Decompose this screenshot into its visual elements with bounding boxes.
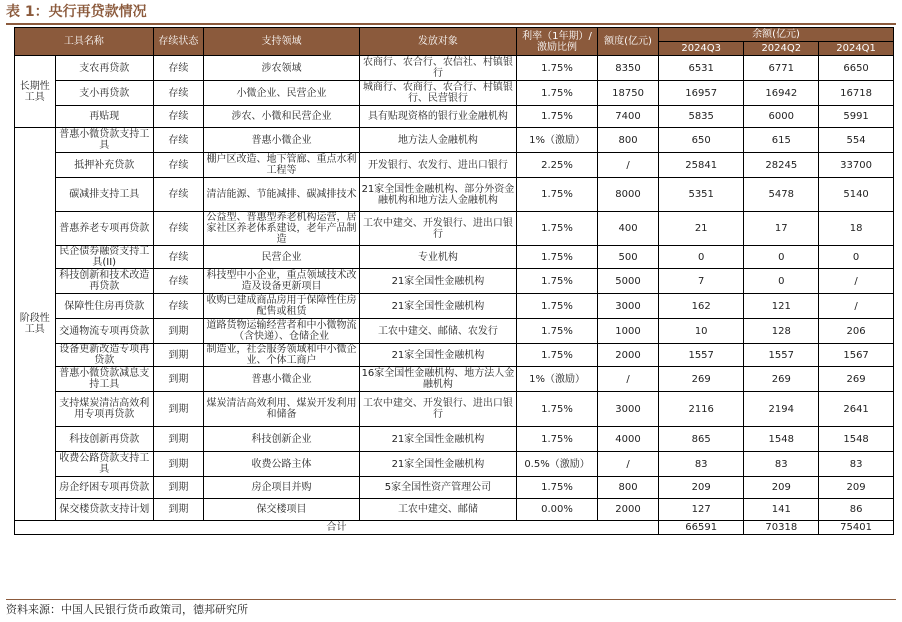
cell-q1: 83 <box>819 452 894 477</box>
cell-name: 支小再贷款 <box>55 81 153 106</box>
cell-field: 民营企业 <box>204 246 360 269</box>
cell-rate: 1.75% <box>516 178 597 212</box>
cell-field: 公益型、普惠型养老机构运营，居家社区养老体系建设，老年产品制造 <box>204 212 360 246</box>
cell-field: 保交楼项目 <box>204 499 360 521</box>
cell-rate: 1.75% <box>516 269 597 294</box>
cell-status: 到期 <box>153 344 203 367</box>
table-row <box>15 367 894 392</box>
cell-q2: 5478 <box>744 178 819 212</box>
cell-quota: 800 <box>598 477 659 499</box>
cell-q1: 554 <box>819 128 894 153</box>
cell-quota: 800 <box>598 128 659 153</box>
cell-name: 支持煤炭清洁高效利用专项再贷款 <box>55 392 153 427</box>
cell-name: 抵押补充贷款 <box>55 153 153 178</box>
cell-q1: / <box>819 294 894 319</box>
table-row <box>15 477 894 499</box>
cell-status: 存续 <box>153 106 203 128</box>
cell-q2: 28245 <box>744 153 819 178</box>
cell-target: 16家全国性金融机构、地方法人金融机构 <box>359 367 516 392</box>
cell-status: 到期 <box>153 452 203 477</box>
group-long-term: 长期性工具 <box>15 56 56 128</box>
cell-target: 21家全国性金融机构 <box>359 427 516 452</box>
header-field: 支持领域 <box>204 28 360 56</box>
cell-quota: / <box>598 367 659 392</box>
cell-rate: 1.75% <box>516 81 597 106</box>
cell-status: 存续 <box>153 178 203 212</box>
relending-table <box>14 27 894 535</box>
cell-q2: 2194 <box>744 392 819 427</box>
cell-q2: 1548 <box>744 427 819 452</box>
cell-quota: 18750 <box>598 81 659 106</box>
cell-name: 设备更新改造专项再贷款 <box>55 344 153 367</box>
cell-quota: 400 <box>598 212 659 246</box>
cell-target: 具有贴现资格的银行业金融机构 <box>359 106 516 128</box>
cell-q2: 6771 <box>744 56 819 81</box>
cell-status: 存续 <box>153 81 203 106</box>
cell-q1: 5991 <box>819 106 894 128</box>
cell-status: 到期 <box>153 499 203 521</box>
cell-q1: 6650 <box>819 56 894 81</box>
cell-quota: 5000 <box>598 269 659 294</box>
table-row <box>15 294 894 319</box>
cell-q3: 7 <box>658 269 743 294</box>
cell-status: 到期 <box>153 427 203 452</box>
cell-q3: 1557 <box>658 344 743 367</box>
cell-field: 涉农领域 <box>204 56 360 81</box>
table-row <box>15 319 894 344</box>
cell-q3: 0 <box>658 246 743 269</box>
cell-status: 存续 <box>153 246 203 269</box>
header-2024q3: 2024Q3 <box>658 42 743 56</box>
cell-q3: 127 <box>658 499 743 521</box>
cell-target: 5家全国性资产管理公司 <box>359 477 516 499</box>
cell-q3: 25841 <box>658 153 743 178</box>
cell-quota: 1000 <box>598 319 659 344</box>
cell-quota: 8350 <box>598 56 659 81</box>
cell-quota: 8000 <box>598 178 659 212</box>
cell-field: 小微企业、民营企业 <box>204 81 360 106</box>
cell-q2: 6000 <box>744 106 819 128</box>
group-phased: 阶段性工具 <box>15 128 56 521</box>
header-tool-name: 工具名称 <box>15 28 154 56</box>
total-row <box>15 521 894 535</box>
cell-q1: 86 <box>819 499 894 521</box>
cell-q2: 83 <box>744 452 819 477</box>
cell-status: 存续 <box>153 212 203 246</box>
cell-field: 普惠小微企业 <box>204 128 360 153</box>
cell-field: 道路货物运输经营者和中小微物流（含快递）、仓储企业 <box>204 319 360 344</box>
cell-q1: 1567 <box>819 344 894 367</box>
cell-field: 煤炭清洁高效利用、煤炭开发利用和储备 <box>204 392 360 427</box>
cell-name: 民企债券融资支持工具(II) <box>55 246 153 269</box>
cell-q3: 83 <box>658 452 743 477</box>
cell-q2: 16942 <box>744 81 819 106</box>
cell-field: 普惠小微企业 <box>204 367 360 392</box>
cell-rate: 1.75% <box>516 319 597 344</box>
cell-q1: 5140 <box>819 178 894 212</box>
cell-q3: 10 <box>658 319 743 344</box>
cell-q3: 21 <box>658 212 743 246</box>
cell-q2: 209 <box>744 477 819 499</box>
cell-name: 再贴现 <box>55 106 153 128</box>
cell-target: 专业机构 <box>359 246 516 269</box>
cell-status: 存续 <box>153 269 203 294</box>
table-row <box>15 427 894 452</box>
cell-q3: 6531 <box>658 56 743 81</box>
cell-name: 普惠小微贷款减息支持工具 <box>55 367 153 392</box>
table-row <box>15 178 894 212</box>
table-row <box>15 56 894 81</box>
cell-status: 到期 <box>153 477 203 499</box>
cell-q1: 209 <box>819 477 894 499</box>
header-status: 存续状态 <box>153 28 203 56</box>
cell-target: 21家全国性金融机构 <box>359 344 516 367</box>
cell-name: 支农再贷款 <box>55 56 153 81</box>
cell-status: 存续 <box>153 128 203 153</box>
cell-q2: 121 <box>744 294 819 319</box>
cell-q2: 1557 <box>744 344 819 367</box>
cell-status: 到期 <box>153 319 203 344</box>
cell-field: 制造业，社会服务领域和中小微企业、个体工商户 <box>204 344 360 367</box>
cell-q1: 33700 <box>819 153 894 178</box>
cell-name: 普惠养老专项再贷款 <box>55 212 153 246</box>
table-row <box>15 212 894 246</box>
header-2024q1: 2024Q1 <box>819 42 894 56</box>
total-label: 合计 <box>15 521 659 535</box>
cell-quota: 3000 <box>598 294 659 319</box>
cell-target: 21家全国性金融机构 <box>359 269 516 294</box>
cell-q2: 141 <box>744 499 819 521</box>
cell-rate: 1.75% <box>516 477 597 499</box>
cell-rate: 1.75% <box>516 294 597 319</box>
cell-q3: 650 <box>658 128 743 153</box>
cell-quota: 2000 <box>598 344 659 367</box>
total-q2: 70318 <box>744 521 819 535</box>
cell-target: 工农中建交、开发银行、进出口银行 <box>359 212 516 246</box>
source-note: 资料来源：中国人民银行货币政策司，德邦研究所 <box>6 603 248 616</box>
cell-name: 普惠小微贷款支持工具 <box>55 128 153 153</box>
cell-q2: 128 <box>744 319 819 344</box>
cell-rate: 0.5%（激励） <box>516 452 597 477</box>
cell-target: 地方法人金融机构 <box>359 128 516 153</box>
cell-name: 碳减排支持工具 <box>55 178 153 212</box>
cell-q1: 1548 <box>819 427 894 452</box>
table-row <box>15 246 894 269</box>
title-divider <box>6 23 896 25</box>
cell-q1: 16718 <box>819 81 894 106</box>
cell-quota: 4000 <box>598 427 659 452</box>
cell-field: 清洁能源、节能减排、碳减排技术 <box>204 178 360 212</box>
cell-status: 存续 <box>153 294 203 319</box>
cell-q2: 17 <box>744 212 819 246</box>
cell-target: 城商行、农商行、农合行、村镇银行、民营银行 <box>359 81 516 106</box>
total-q1: 75401 <box>819 521 894 535</box>
cell-target: 农商行、农合行、农信社、村镇银行 <box>359 56 516 81</box>
cell-status: 到期 <box>153 392 203 427</box>
table-row <box>15 269 894 294</box>
cell-field: 收费公路主体 <box>204 452 360 477</box>
table-row <box>15 499 894 521</box>
cell-target: 21家全国性金融机构、部分外资金融机构和地方法人金融机构 <box>359 178 516 212</box>
cell-quota: 3000 <box>598 392 659 427</box>
cell-quota: / <box>598 153 659 178</box>
cell-field: 涉农、小微和民营企业 <box>204 106 360 128</box>
total-q3: 66591 <box>658 521 743 535</box>
cell-q1: 0 <box>819 246 894 269</box>
cell-rate: 1%（激励） <box>516 367 597 392</box>
cell-q1: 18 <box>819 212 894 246</box>
cell-quota: / <box>598 452 659 477</box>
cell-rate: 2.25% <box>516 153 597 178</box>
header-quota: 额度(亿元) <box>598 28 659 56</box>
header-balance: 余额(亿元) <box>658 28 893 42</box>
cell-q3: 16957 <box>658 81 743 106</box>
cell-quota: 2000 <box>598 499 659 521</box>
table-row <box>15 106 894 128</box>
cell-rate: 1.75% <box>516 212 597 246</box>
cell-q3: 162 <box>658 294 743 319</box>
cell-field: 房企项目并购 <box>204 477 360 499</box>
cell-quota: 500 <box>598 246 659 269</box>
header-target: 发放对象 <box>359 28 516 56</box>
cell-field: 棚户区改造、地下管廊、重点水利工程等 <box>204 153 360 178</box>
cell-q3: 2116 <box>658 392 743 427</box>
cell-name: 收费公路贷款支持工具 <box>55 452 153 477</box>
cell-target: 21家全国性金融机构 <box>359 294 516 319</box>
cell-name: 科技创新再贷款 <box>55 427 153 452</box>
cell-q3: 5351 <box>658 178 743 212</box>
cell-rate: 1.75% <box>516 56 597 81</box>
cell-q2: 269 <box>744 367 819 392</box>
table-title: 表 1：央行再贷款情况 <box>6 4 147 20</box>
cell-rate: 1.75% <box>516 106 597 128</box>
cell-quota: 7400 <box>598 106 659 128</box>
cell-target: 工农中建交、邮储、农发行 <box>359 319 516 344</box>
table-row <box>15 344 894 367</box>
cell-status: 存续 <box>153 56 203 81</box>
cell-name: 科技创新和技术改造再贷款 <box>55 269 153 294</box>
cell-q1: 2641 <box>819 392 894 427</box>
cell-name: 保交楼贷款支持计划 <box>55 499 153 521</box>
cell-target: 工农中建交、邮储 <box>359 499 516 521</box>
cell-rate: 0.00% <box>516 499 597 521</box>
cell-rate: 1.75% <box>516 246 597 269</box>
table-row <box>15 452 894 477</box>
cell-q2: 0 <box>744 269 819 294</box>
cell-target: 21家全国性金融机构 <box>359 452 516 477</box>
cell-q3: 5835 <box>658 106 743 128</box>
cell-q3: 865 <box>658 427 743 452</box>
cell-rate: 1.75% <box>516 392 597 427</box>
table-row <box>15 153 894 178</box>
table-row <box>15 392 894 427</box>
cell-rate: 1.75% <box>516 344 597 367</box>
cell-q3: 209 <box>658 477 743 499</box>
cell-target: 开发银行、农发行、进出口银行 <box>359 153 516 178</box>
cell-rate: 1.75% <box>516 427 597 452</box>
cell-field: 收购已建成商品房用于保障性住房配售或租赁 <box>204 294 360 319</box>
footer-divider <box>6 599 896 600</box>
cell-field: 科技创新企业 <box>204 427 360 452</box>
cell-q1: 206 <box>819 319 894 344</box>
cell-q2: 0 <box>744 246 819 269</box>
cell-name: 保障性住房再贷款 <box>55 294 153 319</box>
header-rate: 利率（1年期）/激励比例 <box>516 28 597 56</box>
cell-q3: 269 <box>658 367 743 392</box>
cell-target: 工农中建交、开发银行、进出口银行 <box>359 392 516 427</box>
cell-rate: 1%（激励） <box>516 128 597 153</box>
cell-status: 存续 <box>153 153 203 178</box>
cell-q1: / <box>819 269 894 294</box>
cell-status: 到期 <box>153 367 203 392</box>
table-row <box>15 128 894 153</box>
cell-q1: 269 <box>819 367 894 392</box>
header-2024q2: 2024Q2 <box>744 42 819 56</box>
cell-field: 科技型中小企业，重点领域技术改造及设备更新项目 <box>204 269 360 294</box>
table-row <box>15 81 894 106</box>
cell-name: 交通物流专项再贷款 <box>55 319 153 344</box>
cell-q2: 615 <box>744 128 819 153</box>
cell-name: 房企纾困专项再贷款 <box>55 477 153 499</box>
